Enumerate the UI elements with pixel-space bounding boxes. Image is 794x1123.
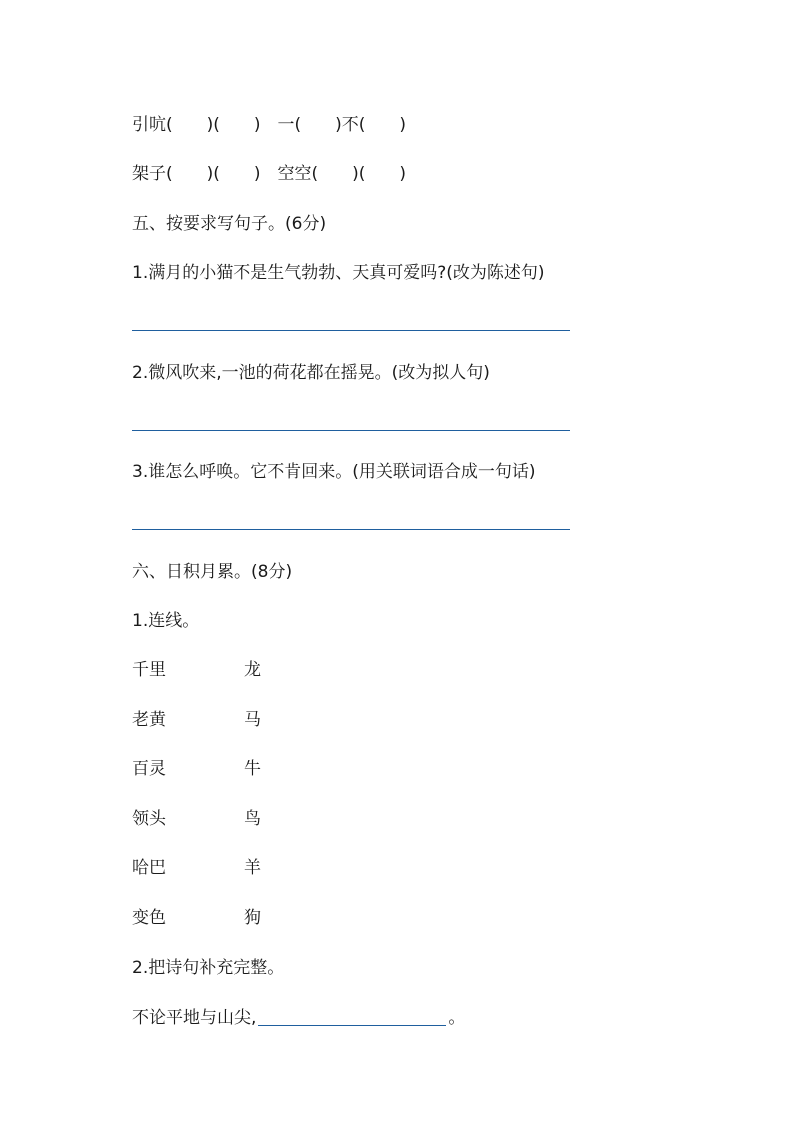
match-left-3[interactable]: 百灵 [132,759,166,779]
match-left-6[interactable]: 变色 [132,908,166,928]
match-right-6[interactable]: 狗 [244,908,261,928]
match-right-3[interactable]: 牛 [244,759,261,779]
answer-line-3[interactable] [132,529,570,530]
match-right-5[interactable]: 羊 [244,858,261,878]
section-6-question-1: 1.连线。 [132,611,200,631]
section-6-title: 六、日积月累。(8分) [132,562,293,582]
answer-line-2[interactable] [132,430,570,431]
poem-end: 。 [448,1008,466,1028]
match-left-1[interactable]: 千里 [132,660,166,680]
poem-blank[interactable] [258,1009,446,1026]
match-right-2[interactable]: 马 [244,710,261,730]
section-5-title: 五、按要求写句子。(6分) [132,214,327,234]
match-right-4[interactable]: 鸟 [244,809,261,829]
poem-line [132,1007,465,1029]
answer-line-1[interactable] [132,330,570,331]
idiom-row-2: 架子( )( ) 空空( )( ) [132,164,407,184]
match-right-1[interactable]: 龙 [244,660,261,680]
match-left-4[interactable]: 领头 [132,809,166,829]
section-5-question-1: 1.满月的小猫不是生气勃勃、天真可爱吗?(改为陈述句) [132,263,545,283]
match-left-2[interactable]: 老黄 [132,710,166,730]
poem-start: 不论平地与山尖, [132,1008,257,1028]
section-5-question-2: 2.微风吹来,一池的荷花都在摇晃。(改为拟人句) [132,363,490,383]
match-left-5[interactable]: 哈巴 [132,858,166,878]
section-5-question-3: 3.谁怎么呼唤。它不肯回来。(用关联词语合成一句话) [132,462,536,482]
idiom-row-1: 引吭( )( ) 一( )不( ) [132,115,407,135]
section-6-question-2: 2.把诗句补充完整。 [132,958,285,978]
